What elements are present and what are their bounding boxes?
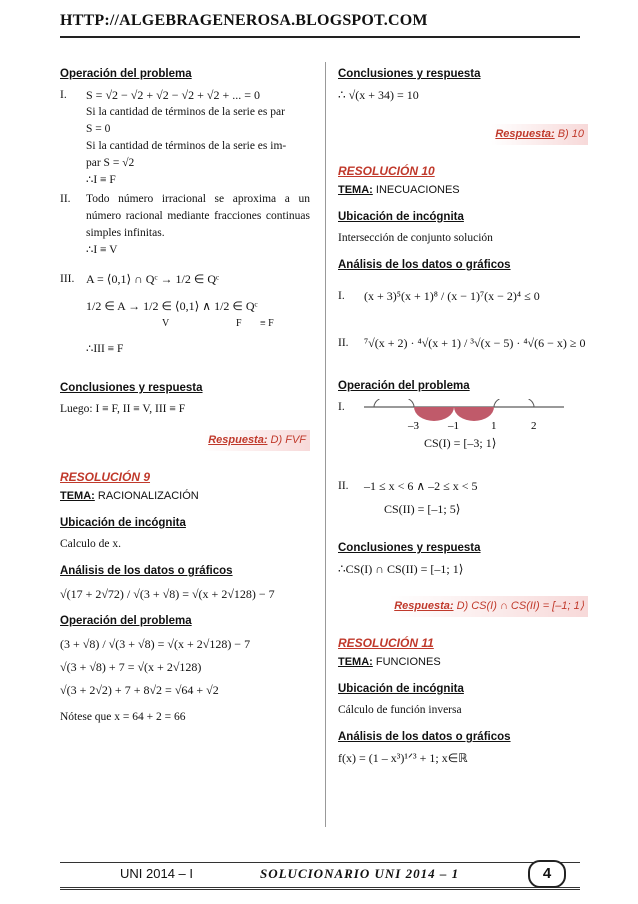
section-analisis: Análisis de los datos o gráficos xyxy=(338,259,511,271)
number-line xyxy=(364,399,564,435)
section-operacion: Operación del problema xyxy=(338,380,470,392)
right-column xyxy=(338,66,588,767)
ubicacion-text: Intersección de conjunto solución xyxy=(338,232,493,244)
conclusion-text: Luego: I ≡ F, II ≡ V, III ≡ F xyxy=(60,403,186,415)
conclusion-iii: ∴III ≡ F xyxy=(86,343,124,355)
section-ubicacion: Ubicación de incógnita xyxy=(60,517,186,529)
conclusion-ii: ∴I ≡ V xyxy=(86,244,118,256)
resolution-11-title: RESOLUCIÓN 11 xyxy=(338,636,434,650)
conclusion-10: ∴CS(I) ∩ CS(II) = [–1; 1⟩ xyxy=(338,562,464,576)
item-number: II. xyxy=(338,337,349,349)
function-f: f(x) = (1 – x³)¹ᐟ³ + 1; x∈ℝ xyxy=(338,751,468,765)
shaded-interval xyxy=(454,407,494,421)
text-paragraph: Todo número irracional se aproxima a un número racional mediante fracciones continuas simples infinitas. xyxy=(86,193,310,239)
answer-label: Respuesta: xyxy=(495,128,555,140)
item-number: I. xyxy=(60,89,67,101)
tema-label: TEMA: xyxy=(338,656,373,668)
footer xyxy=(60,862,580,888)
ineq-ii xyxy=(338,335,588,352)
formula-analisis-9: √(17 + 2√72) / √(3 + √8) = √(x + 2√128) − 7 xyxy=(60,587,275,601)
formula-membership: 1/2 ∈ A → 1/2 ∈ ⟨0,1⟩ ∧ 1/2 ∈ Qᶜ xyxy=(86,299,258,313)
ineq-i xyxy=(338,288,588,305)
item-iii xyxy=(60,271,310,358)
tema-value: INECUACIONES xyxy=(372,184,460,196)
formula-set-a: A = ⟨0,1⟩ ∩ Qᶜ → 1/2 ∈ Qᶜ xyxy=(86,272,220,286)
tema-value: RACIONALIZACIÓN xyxy=(94,490,199,502)
conclusion-8: ∴ √(x + 34) = 10 xyxy=(338,88,419,102)
inequality-ii: ⁷√(x + 2) · ⁴√(x + 1) / ³√(x − 5) · ⁴√(6 − x) ≥ 0 xyxy=(364,336,586,350)
note-x: Nótese que x = 64 + 2 = 66 xyxy=(60,711,186,723)
answer-value: D) FVF xyxy=(267,434,306,446)
footer-exam: UNI 2014 – I xyxy=(120,866,193,881)
header-url: HTTP://ALGEBRAGENEROSA.BLOGSPOT.COM xyxy=(60,12,428,29)
cs-ii-item: II. –1 ≤ x < 6 ∧ –2 ≤ x < 5 CS(II) = [–1; 5⟩ xyxy=(338,478,588,518)
ineq-ii-line: –1 ≤ x < 6 ∧ –2 ≤ x < 5 xyxy=(364,479,478,493)
answer-box xyxy=(338,124,588,145)
section-ubicacion: Ubicación de incógnita xyxy=(338,211,464,223)
answer-value: D) CS(I) ∩ CS(II) = [–1; 1⟩ xyxy=(453,600,584,612)
item-number: I. xyxy=(338,290,345,302)
tema-10 xyxy=(338,182,588,199)
tema-value: FUNCIONES xyxy=(372,656,441,668)
label-eq-f: ≡ F xyxy=(260,318,274,329)
tick-label: –1 xyxy=(448,420,459,432)
answer-box xyxy=(338,596,588,617)
text-line: Si la cantidad de términos de la serie es im- xyxy=(86,140,287,152)
cs-i: CS(I) = [–3; 1⟩ xyxy=(424,436,497,450)
answer-value: B) 10 xyxy=(554,128,584,140)
ubicacion-text: Cálculo de función inversa xyxy=(338,704,462,716)
item-number: III. xyxy=(60,273,75,285)
left-column xyxy=(60,66,310,726)
item-number: II. xyxy=(60,193,71,205)
formula-series: S = √2 − √2 + √2 − √2 + √2 + ... = 0 xyxy=(86,88,260,102)
section-operacion-9: Operación del problema xyxy=(60,615,192,627)
tick-label: –3 xyxy=(408,420,419,432)
column-divider xyxy=(325,62,326,827)
label-v: V xyxy=(162,318,170,329)
formula-op9-2: √(3 + √8) + 7 = √(x + 2√128) xyxy=(60,660,202,674)
numberline-item: I. –3 –1 1 2 CS(I) = [–3; 1⟩ xyxy=(338,399,588,452)
formula-op9-1: (3 + √8) / √(3 + √8) = √(x + 2√128) − 7 xyxy=(60,637,251,651)
conclusion-i: ∴I ≡ F xyxy=(86,174,116,186)
shaded-interval xyxy=(414,407,454,421)
formula-op9-3: √(3 + 2√2) + 7 + 8√2 = √64 + √2 xyxy=(60,683,219,697)
answer-label: Respuesta: xyxy=(208,434,268,446)
tema-label: TEMA: xyxy=(60,490,95,502)
item-ii xyxy=(60,191,310,259)
label-f: F xyxy=(236,318,242,329)
section-analisis: Análisis de los datos o gráficos xyxy=(60,565,233,577)
tema-label: TEMA: xyxy=(338,184,373,196)
text-line: Si la cantidad de términos de la serie es par xyxy=(86,106,285,118)
section-operacion: Operación del problema xyxy=(60,68,192,80)
header-rule xyxy=(60,36,580,38)
tema-11 xyxy=(338,654,588,671)
text-line: S = 0 xyxy=(86,123,111,135)
section-conclusiones: Conclusiones y respuesta xyxy=(60,382,203,394)
cs-ii: CS(II) = [–1; 5⟩ xyxy=(384,502,461,516)
text-line: par S = √2 xyxy=(86,157,135,169)
section-conclusiones-10: Conclusiones y respuesta xyxy=(338,542,481,554)
section-analisis: Análisis de los datos o gráficos xyxy=(338,731,511,743)
tema-9 xyxy=(60,488,310,505)
inequality-i: (x + 3)⁵(x + 1)⁸ / (x − 1)⁷(x − 2)⁴ ≤ 0 xyxy=(364,289,540,303)
section-conclusiones: Conclusiones y respuesta xyxy=(338,68,481,80)
resolution-9-title: RESOLUCIÓN 9 xyxy=(60,470,151,484)
footer-title: SOLUCIONARIO UNI 2014 – 1 xyxy=(260,866,460,881)
tick-label: 2 xyxy=(531,420,537,432)
page-number: 4 xyxy=(528,860,566,888)
item-i xyxy=(60,87,310,189)
answer-box xyxy=(60,430,310,451)
section-ubicacion: Ubicación de incógnita xyxy=(338,683,464,695)
resolution-10-title: RESOLUCIÓN 10 xyxy=(338,164,435,178)
tick-label: 1 xyxy=(491,420,497,432)
ubicacion-text: Calculo de x. xyxy=(60,538,121,550)
answer-label: Respuesta: xyxy=(394,600,454,612)
